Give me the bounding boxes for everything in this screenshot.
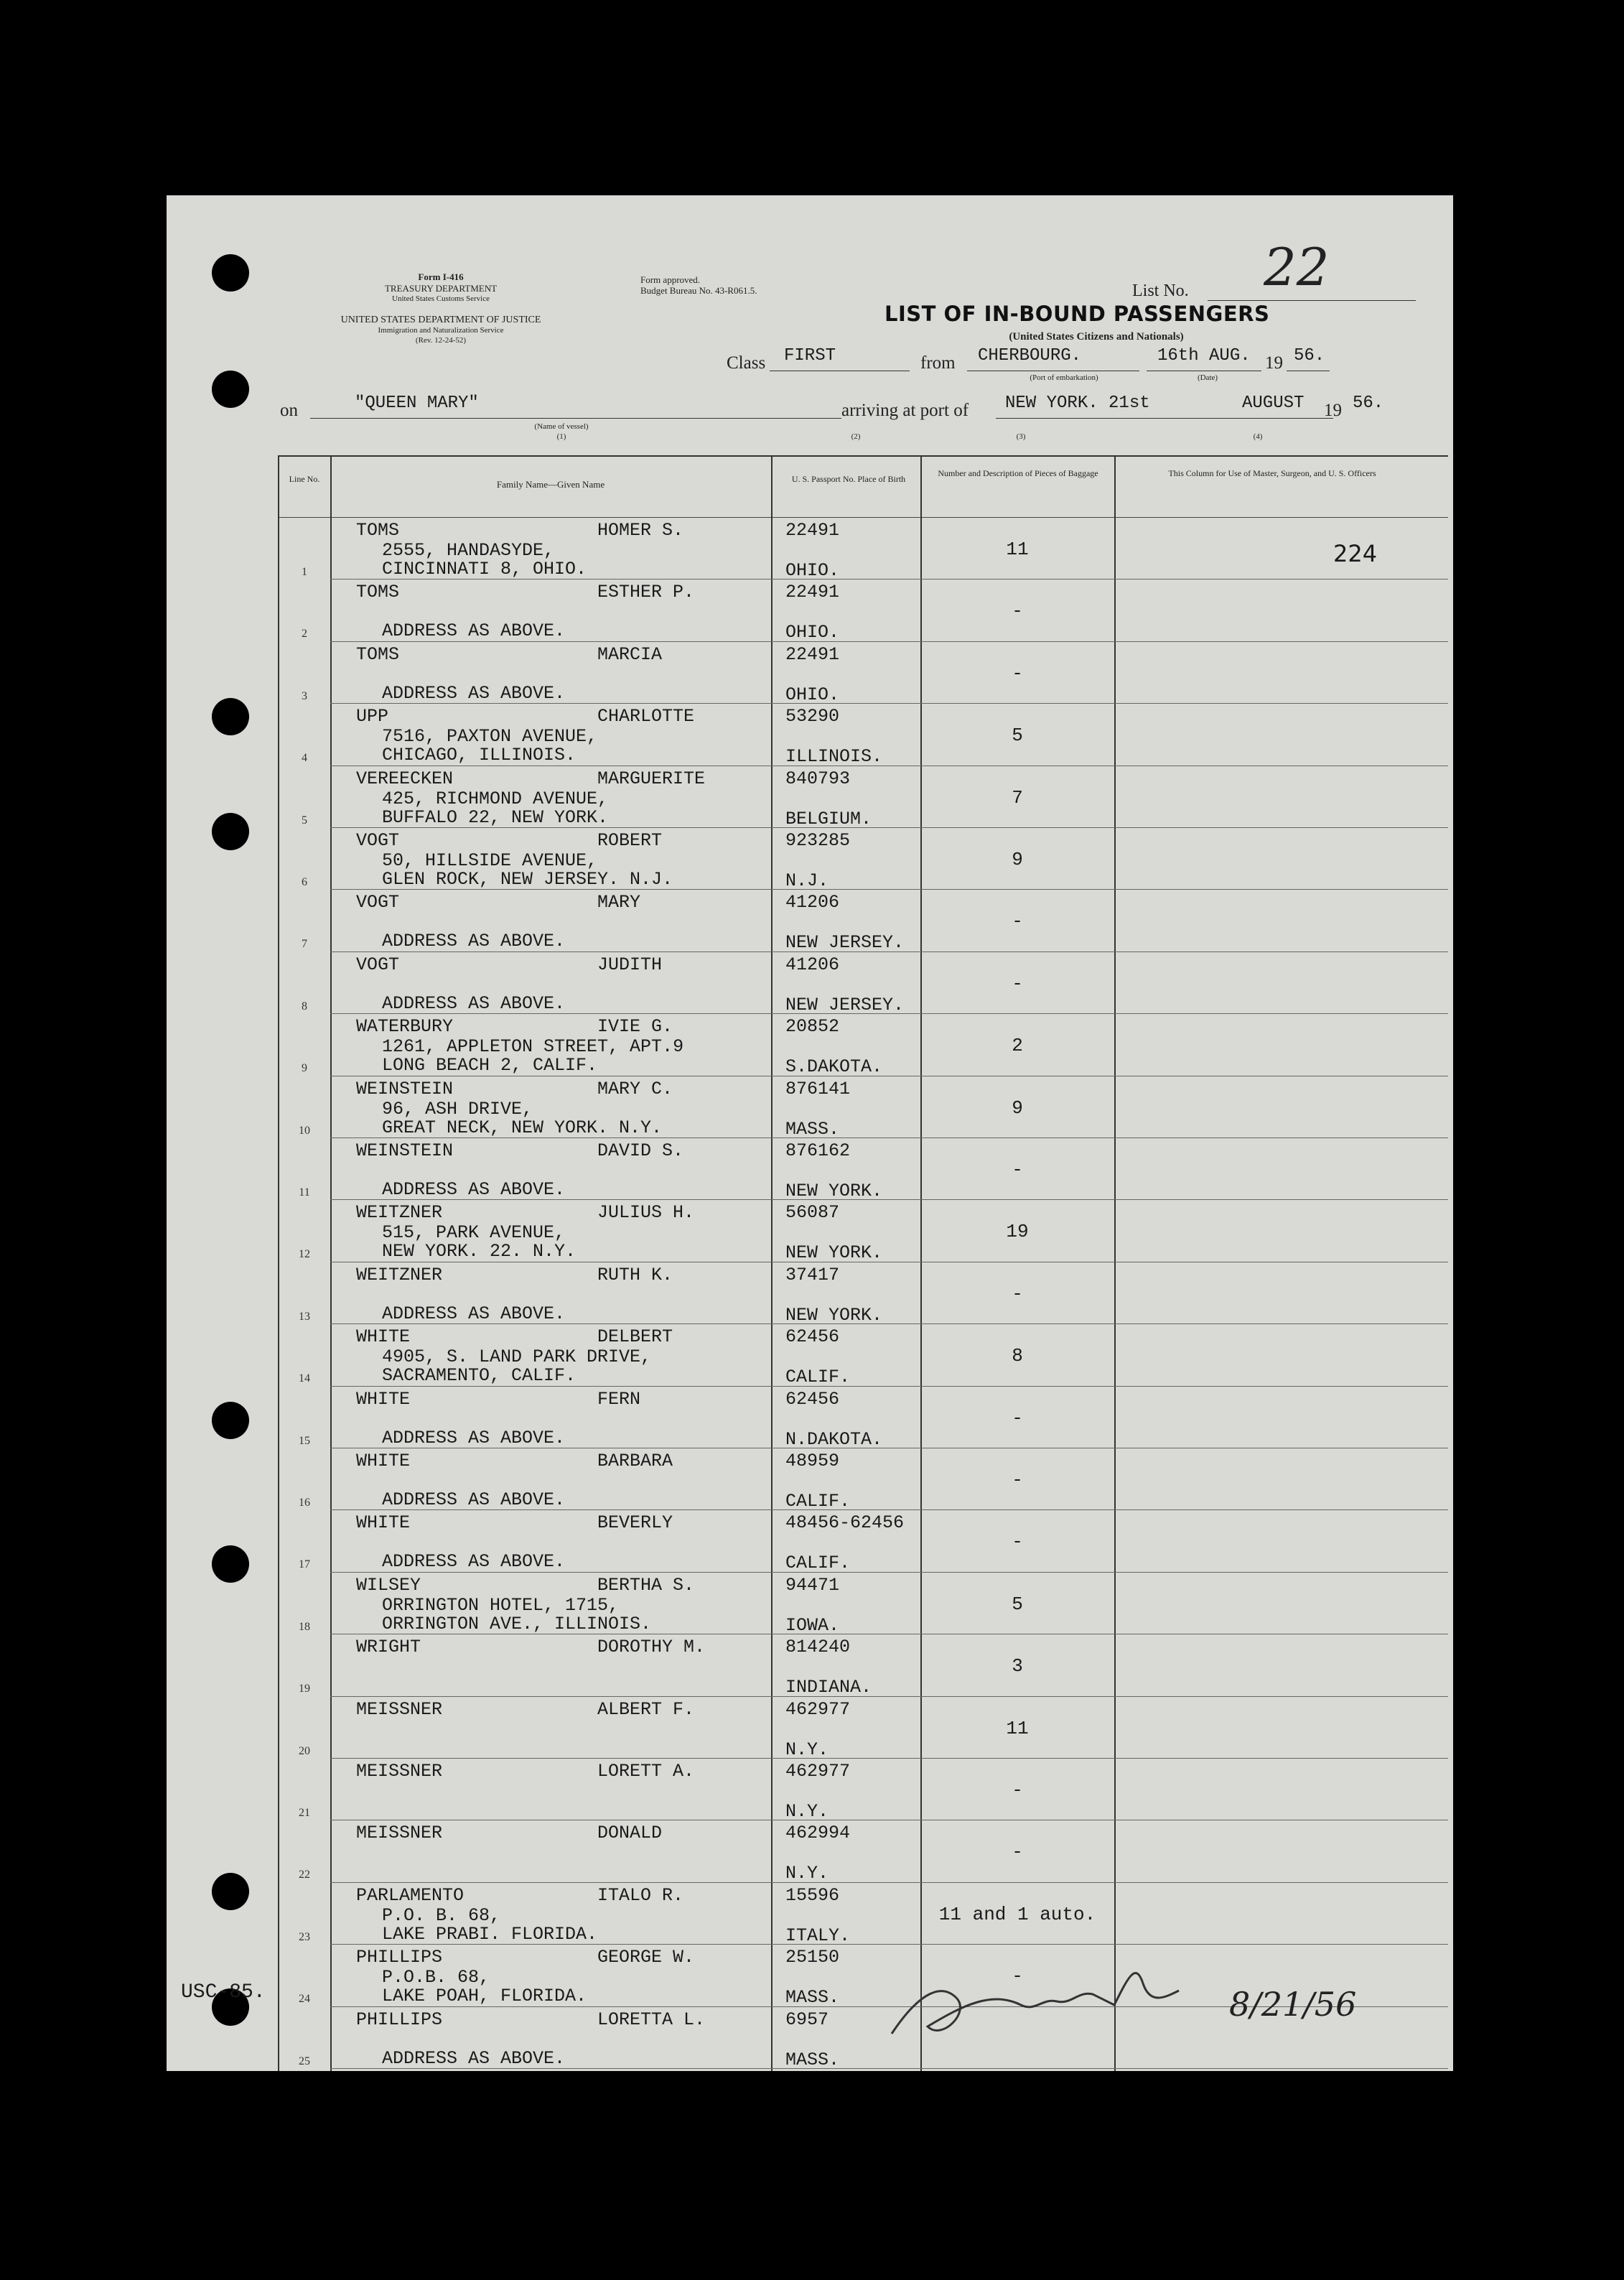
given-name: LORETT A. bbox=[597, 1761, 695, 1782]
family-name: WRIGHT bbox=[356, 1637, 421, 1658]
address-line: CHICAGO, ILLINOIS. bbox=[382, 745, 577, 766]
baggage-count: - bbox=[1012, 600, 1023, 623]
place-of-birth: BELGIUM. bbox=[785, 808, 872, 829]
line-number: 10 bbox=[299, 1124, 310, 1137]
address-line: GREAT NECK, NEW YORK. N.Y. bbox=[382, 1117, 663, 1138]
row-rule bbox=[330, 1882, 1448, 1883]
officer-note: 224 bbox=[1333, 540, 1378, 567]
passport-number: 876141 bbox=[785, 1078, 851, 1099]
baggage-count: - bbox=[1012, 1159, 1023, 1181]
port-caption: (Port of embarkation) bbox=[1030, 373, 1098, 382]
passport-number: 20852 bbox=[785, 1016, 840, 1038]
family-name: WEITZNER bbox=[356, 1264, 443, 1285]
line-number: 4 bbox=[302, 752, 307, 765]
place-of-birth: N.Y. bbox=[785, 1801, 829, 1822]
baggage-count: 7 bbox=[1012, 786, 1023, 809]
family-name: VOGT bbox=[356, 892, 400, 913]
signature-date: 8/21/56 bbox=[1229, 1985, 1357, 2024]
passport-number: 56087 bbox=[785, 1202, 840, 1224]
address-line: ADDRESS AS ABOVE. bbox=[382, 992, 566, 1014]
family-name: WEINSTEIN bbox=[356, 1078, 454, 1099]
address-line: 50, HILLSIDE AVENUE, bbox=[382, 850, 598, 871]
address-line: 96, ASH DRIVE, bbox=[382, 1098, 533, 1120]
given-name: JUDITH bbox=[597, 954, 663, 975]
row-rule bbox=[330, 1572, 1448, 1573]
column-num-2: (2) bbox=[851, 432, 861, 441]
header-baggage: Number and Description of Pieces of Baggage bbox=[938, 468, 1098, 478]
family-name: WILSEY bbox=[356, 1574, 421, 1596]
header-officers: This Column for Use of Master, Surgeon, and U. S. Officers bbox=[1168, 468, 1376, 478]
line-number: 17 bbox=[299, 1558, 310, 1571]
given-name: RUTH K. bbox=[597, 1264, 673, 1285]
family-name: WHITE bbox=[356, 1326, 411, 1348]
baggage-count: - bbox=[1012, 1283, 1023, 1305]
address-line: ADDRESS AS ABOVE. bbox=[382, 682, 566, 704]
passport-divider bbox=[920, 455, 922, 2071]
list-no-label: List No. bbox=[1132, 281, 1189, 300]
passport-number: 53290 bbox=[785, 706, 840, 727]
officer-signature bbox=[877, 1948, 1193, 2055]
address-line: NEW YORK. 22. N.Y. bbox=[382, 1241, 577, 1262]
address-line: LAKE PRABI. FLORIDA. bbox=[382, 1923, 598, 1945]
form-number: Form I-416 bbox=[418, 271, 464, 282]
family-name: TOMS bbox=[356, 582, 400, 603]
row-rule bbox=[330, 1199, 1448, 1200]
treasury-dept: TREASURY DEPARTMENT bbox=[384, 283, 498, 294]
class-value: FIRST bbox=[784, 346, 836, 366]
row-rule bbox=[330, 1944, 1448, 1945]
header-name: Family Name—Given Name bbox=[496, 479, 605, 490]
line-number: 24 bbox=[299, 1993, 310, 2006]
family-name: VEREECKEN bbox=[356, 768, 454, 789]
baggage-count: - bbox=[1012, 1407, 1023, 1429]
place-of-birth: S.DAKOTA. bbox=[785, 1056, 883, 1078]
baggage-count: - bbox=[1012, 1469, 1023, 1491]
binder-hole bbox=[212, 813, 249, 850]
passport-number: 41206 bbox=[785, 892, 840, 913]
given-name: HOMER S. bbox=[597, 520, 684, 541]
passport-number: 22491 bbox=[785, 643, 840, 665]
passport-number: 462977 bbox=[785, 1761, 851, 1782]
binder-hole bbox=[212, 254, 249, 292]
given-name: ALBERT F. bbox=[597, 1698, 695, 1720]
family-name: WATERBURY bbox=[356, 1016, 454, 1038]
binder-hole bbox=[212, 1873, 249, 1910]
binder-hole bbox=[212, 1402, 249, 1439]
passport-number: 37417 bbox=[785, 1264, 840, 1285]
line-number: 9 bbox=[302, 1062, 307, 1075]
baggage-count: 9 bbox=[1012, 849, 1023, 870]
binder-hole bbox=[212, 1545, 249, 1583]
justice-dept: UNITED STATES DEPARTMENT OF JUSTICE bbox=[340, 315, 541, 325]
passport-number: 48959 bbox=[785, 1451, 840, 1471]
line-number: 20 bbox=[299, 1744, 310, 1757]
arrival-year: 56. bbox=[1353, 394, 1384, 413]
budget-bureau: Budget Bureau No. 43-R061.5. bbox=[640, 285, 757, 296]
passport-number: 94471 bbox=[785, 1574, 840, 1596]
family-name: WEINSTEIN bbox=[356, 1140, 454, 1161]
address-line: ORRINGTON HOTEL, 1715, bbox=[382, 1594, 620, 1616]
row-rule bbox=[330, 2068, 1448, 2069]
table-top-rule bbox=[278, 455, 1448, 457]
given-name: BEVERLY bbox=[597, 1512, 673, 1534]
name-divider bbox=[771, 455, 773, 2071]
family-name: PHILLIPS bbox=[356, 1947, 443, 1968]
address-line: 2555, HANDASYDE, bbox=[382, 540, 555, 561]
given-name: ROBERT bbox=[597, 830, 663, 851]
row-rule bbox=[330, 1013, 1448, 1014]
passport-number: 814240 bbox=[785, 1637, 851, 1658]
family-name: PHILLIPS bbox=[356, 2009, 443, 2030]
header-passport: U. S. Passport No. Place of Birth bbox=[791, 474, 906, 484]
family-name: UPP bbox=[356, 706, 389, 727]
line-number: 2 bbox=[302, 628, 307, 641]
passport-number: 462994 bbox=[785, 1823, 851, 1844]
address-line: P.O.B. 68, bbox=[382, 1967, 490, 1988]
from-label: from bbox=[920, 353, 956, 373]
vessel-caption: (Name of vessel) bbox=[534, 422, 589, 431]
place-of-birth: NEW JERSEY. bbox=[785, 994, 905, 1015]
address-line: ADDRESS AS ABOVE. bbox=[382, 931, 566, 952]
line-number: 12 bbox=[299, 1248, 310, 1261]
place-of-birth: NEW YORK. bbox=[785, 1304, 883, 1326]
row-rule bbox=[330, 889, 1448, 890]
address-line: 1261, APPLETON STREET, APT.9 bbox=[382, 1036, 684, 1058]
row-rule bbox=[330, 703, 1448, 704]
baggage-count: - bbox=[1012, 972, 1023, 995]
line-no-divider bbox=[330, 455, 332, 2071]
address-line: LONG BEACH 2, CALIF. bbox=[382, 1055, 598, 1076]
line-number: 25 bbox=[299, 2055, 310, 2067]
passport-number: 15596 bbox=[785, 1884, 840, 1906]
line-number: 14 bbox=[299, 1372, 310, 1385]
given-name: MARCIA bbox=[597, 643, 663, 665]
address-line: SACRAMENTO, CALIF. bbox=[382, 1365, 577, 1387]
line-number: 16 bbox=[299, 1497, 310, 1509]
list-number: 22 bbox=[1264, 237, 1330, 297]
line-number: 19 bbox=[299, 1683, 310, 1695]
given-name: JULIUS H. bbox=[597, 1202, 695, 1224]
given-name: MARGUERITE bbox=[597, 768, 706, 789]
binder-hole bbox=[212, 698, 249, 735]
baggage-count: - bbox=[1012, 1779, 1023, 1801]
row-rule bbox=[330, 641, 1448, 642]
baggage-count: 8 bbox=[1012, 1345, 1023, 1367]
passport-number: 25150 bbox=[785, 1947, 840, 1968]
row-rule bbox=[330, 579, 1448, 580]
given-name: MARY bbox=[597, 892, 641, 913]
place-of-birth: N.Y. bbox=[785, 1863, 829, 1884]
page-subtitle: (United States Citizens and Nationals) bbox=[1009, 331, 1184, 343]
baggage-count: 11 bbox=[1006, 1717, 1029, 1739]
vessel-line bbox=[310, 418, 841, 419]
passport-number: 840793 bbox=[785, 768, 851, 789]
arrival-port: NEW YORK. 21st bbox=[1005, 394, 1150, 413]
baggage-count: - bbox=[1012, 662, 1023, 684]
baggage-count: 2 bbox=[1012, 1035, 1023, 1057]
row-rule bbox=[330, 827, 1448, 828]
address-line: LAKE POAH, FLORIDA. bbox=[382, 1986, 587, 2007]
departure-year: 56. bbox=[1294, 346, 1325, 366]
baggage-count: 11 bbox=[1006, 539, 1029, 560]
vessel-number: (1) bbox=[556, 432, 566, 441]
given-name: LORETTA L. bbox=[597, 2009, 706, 2030]
family-name: MEISSNER bbox=[356, 1698, 443, 1720]
on-label: on bbox=[280, 401, 298, 420]
family-name: MEISSNER bbox=[356, 1761, 443, 1782]
place-of-birth: MASS. bbox=[785, 2049, 840, 2070]
list-no-line bbox=[1208, 300, 1416, 301]
baggage-count: 11 and 1 auto. bbox=[938, 1903, 1096, 1925]
place-of-birth: ILLINOIS. bbox=[785, 746, 883, 768]
address-line: ADDRESS AS ABOVE. bbox=[382, 2047, 566, 2069]
arrival-date: AUGUST bbox=[1242, 394, 1305, 413]
line-number: 7 bbox=[302, 938, 307, 951]
line-number: 23 bbox=[299, 1930, 310, 1943]
baggage-count: 19 bbox=[1006, 1221, 1029, 1243]
usc-form-code: USC-85. bbox=[181, 1981, 266, 2004]
header-line-no: Line No. bbox=[289, 474, 320, 484]
place-of-birth: NEW YORK. bbox=[785, 1181, 883, 1201]
place-of-birth: NEW YORK. bbox=[785, 1242, 883, 1264]
baggage-divider bbox=[1114, 455, 1116, 2071]
line-number: 15 bbox=[299, 1434, 310, 1447]
family-name: WHITE bbox=[356, 1388, 411, 1410]
passport-number: 22491 bbox=[785, 520, 840, 541]
family-name: WEITZNER bbox=[356, 1202, 443, 1224]
place-of-birth: IOWA. bbox=[785, 1614, 840, 1636]
passport-number: 48456-62456 bbox=[785, 1512, 905, 1534]
line-number: 18 bbox=[299, 1620, 310, 1633]
given-name: BARBARA bbox=[597, 1451, 673, 1471]
passport-number: 22491 bbox=[785, 582, 840, 603]
baggage-count: 5 bbox=[1012, 725, 1023, 747]
row-rule bbox=[330, 1323, 1448, 1324]
line-number: 21 bbox=[299, 1807, 310, 1819]
given-name: DOROTHY M. bbox=[597, 1637, 706, 1658]
customs-service: United States Customs Service bbox=[392, 294, 490, 303]
family-name: VOGT bbox=[356, 954, 400, 975]
row-rule bbox=[330, 1386, 1448, 1387]
vessel-name: "QUEEN MARY" bbox=[355, 394, 479, 413]
address-line: 425, RICHMOND AVENUE, bbox=[382, 788, 609, 809]
address-line: ADDRESS AS ABOVE. bbox=[382, 1179, 566, 1200]
place-of-birth: N.Y. bbox=[785, 1739, 829, 1760]
baggage-count: - bbox=[1012, 1965, 1023, 1988]
place-of-birth: CALIF. bbox=[785, 1367, 851, 1388]
place-of-birth: MASS. bbox=[785, 1118, 840, 1140]
place-of-birth: CALIF. bbox=[785, 1553, 851, 1574]
family-name: TOMS bbox=[356, 520, 400, 541]
given-name: DAVID S. bbox=[597, 1140, 684, 1161]
row-rule bbox=[330, 1696, 1448, 1697]
line-number: 8 bbox=[302, 1000, 307, 1013]
given-name: ITALO R. bbox=[597, 1884, 684, 1906]
row-rule bbox=[330, 1509, 1448, 1510]
address-line: ADDRESS AS ABOVE. bbox=[382, 1303, 566, 1324]
passport-number: 876162 bbox=[785, 1140, 851, 1161]
place-of-birth: ITALY. bbox=[785, 1925, 851, 1946]
address-line: ADDRESS AS ABOVE. bbox=[382, 1427, 566, 1448]
family-name: MEISSNER bbox=[356, 1823, 443, 1844]
line-number: 22 bbox=[299, 1869, 310, 1881]
year-prefix: 19 bbox=[1265, 353, 1283, 373]
address-line: ADDRESS AS ABOVE. bbox=[382, 620, 566, 642]
date-caption: (Date) bbox=[1197, 373, 1218, 382]
family-name: WHITE bbox=[356, 1512, 411, 1534]
header-bottom-rule bbox=[278, 517, 1448, 518]
ins-service: Immigration and Naturalization Service bbox=[378, 326, 504, 335]
arrival-year-prefix: 19 bbox=[1324, 401, 1342, 420]
passport-number: 923285 bbox=[785, 830, 851, 851]
place-of-birth: CALIF. bbox=[785, 1491, 851, 1512]
family-name: TOMS bbox=[356, 643, 400, 665]
baggage-count: - bbox=[1012, 911, 1023, 933]
place-of-birth: NEW JERSEY. bbox=[785, 932, 905, 954]
embarkation-port: CHERBOURG. bbox=[978, 346, 1082, 366]
given-name: MARY C. bbox=[597, 1078, 673, 1099]
address-line: 7516, PAXTON AVENUE, bbox=[382, 726, 598, 748]
revision-date: (Rev. 12-24-52) bbox=[415, 336, 467, 345]
arriving-label: arriving at port of bbox=[841, 401, 969, 420]
column-num-4: (4) bbox=[1253, 432, 1263, 441]
given-name: FERN bbox=[597, 1388, 641, 1410]
address-line: 515, PARK AVENUE, bbox=[382, 1222, 566, 1244]
passport-number: 462977 bbox=[785, 1698, 851, 1720]
line-number: 5 bbox=[302, 814, 307, 827]
binder-hole bbox=[212, 371, 249, 408]
given-name: BERTHA S. bbox=[597, 1574, 695, 1596]
place-of-birth: MASS. bbox=[785, 1987, 840, 2009]
passport-number: 41206 bbox=[785, 954, 840, 975]
address-line: P.O. B. 68, bbox=[382, 1904, 501, 1926]
given-name: DELBERT bbox=[597, 1326, 673, 1348]
place-of-birth: OHIO. bbox=[785, 622, 840, 643]
address-line: CINCINNATI 8, OHIO. bbox=[382, 559, 587, 580]
baggage-count: 5 bbox=[1012, 1593, 1023, 1615]
line-number: 11 bbox=[299, 1186, 310, 1199]
form-approved: Form approved. bbox=[640, 274, 701, 285]
given-name: DONALD bbox=[597, 1823, 663, 1844]
line-number: 6 bbox=[302, 876, 307, 888]
line-number: 3 bbox=[302, 689, 307, 702]
baggage-count: - bbox=[1012, 1531, 1023, 1553]
given-name: ESTHER P. bbox=[597, 582, 695, 603]
line-number: 13 bbox=[299, 1310, 310, 1323]
line-number: 1 bbox=[302, 566, 307, 578]
family-name: VOGT bbox=[356, 830, 400, 851]
given-name: CHARLOTTE bbox=[597, 706, 695, 727]
family-name: PARLAMENTO bbox=[356, 1884, 465, 1906]
baggage-count: 3 bbox=[1012, 1655, 1023, 1678]
given-name: IVIE G. bbox=[597, 1016, 673, 1038]
row-rule bbox=[330, 1137, 1448, 1138]
address-line: GLEN ROCK, NEW JERSEY. N.J. bbox=[382, 869, 673, 890]
baggage-count: 9 bbox=[1012, 1097, 1023, 1119]
page-title: LIST OF IN-BOUND PASSENGERS bbox=[885, 302, 1270, 326]
class-label: Class bbox=[727, 353, 766, 373]
address-line: ADDRESS AS ABOVE. bbox=[382, 1489, 566, 1510]
given-name: GEORGE W. bbox=[597, 1947, 695, 1968]
place-of-birth: N.J. bbox=[785, 870, 829, 891]
departure-date: 16th AUG. bbox=[1157, 346, 1251, 366]
family-name: WHITE bbox=[356, 1451, 411, 1471]
address-line: ADDRESS AS ABOVE. bbox=[382, 1551, 566, 1573]
place-of-birth: OHIO. bbox=[785, 560, 840, 581]
baggage-count: - bbox=[1012, 1841, 1023, 1863]
row-rule bbox=[330, 1758, 1448, 1759]
passport-number: 62456 bbox=[785, 1388, 840, 1410]
place-of-birth: OHIO. bbox=[785, 684, 840, 705]
place-of-birth: INDIANA. bbox=[785, 1677, 872, 1698]
row-rule bbox=[330, 951, 1448, 952]
place-of-birth: N.DAKOTA. bbox=[785, 1428, 883, 1450]
address-line: BUFFALO 22, NEW YORK. bbox=[382, 806, 609, 828]
arrival-line bbox=[996, 418, 1333, 419]
column-num-3: (3) bbox=[1016, 432, 1026, 441]
address-line: 4905, S. LAND PARK DRIVE, bbox=[382, 1346, 652, 1368]
manifest-page bbox=[167, 195, 1453, 2071]
address-line: ORRINGTON AVE., ILLINOIS. bbox=[382, 1613, 652, 1634]
passport-number: 6957 bbox=[785, 2009, 829, 2030]
passport-number: 62456 bbox=[785, 1326, 840, 1348]
table-left-border bbox=[278, 455, 279, 2071]
